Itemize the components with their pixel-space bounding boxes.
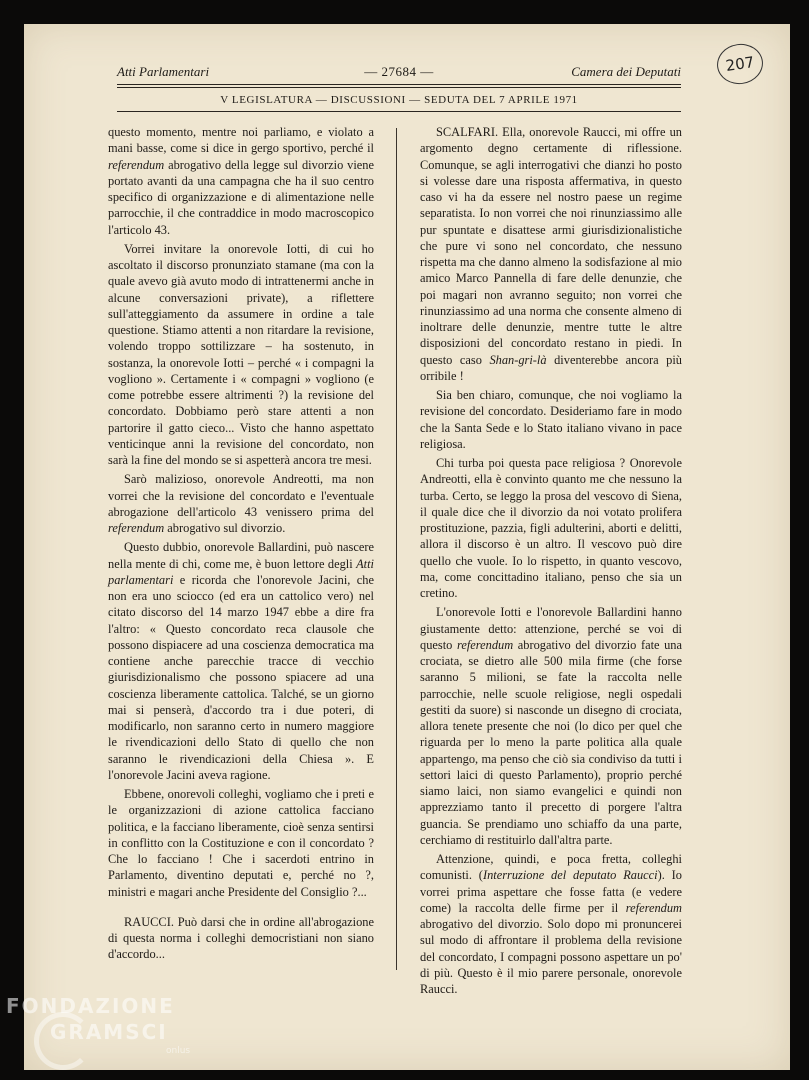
- header-left: Atti Parlamentari: [117, 64, 210, 79]
- header-rule: [117, 84, 681, 85]
- paragraph: Ebbene, onorevoli colleghi, vogliamo che i preti e le organizzazioni di azione cattolica facciano politica, e la facciano liberamente, cioè senza sentirsi in conflitto con la Costituzione e con il concordato ? Che lo facciano ! Che i sacerdoti entrino in Parlamento, diventino deputati e, perché no ?, ministri e magari anche Presidente del Consiglio ?...: [108, 787, 374, 899]
- header-rule: [117, 87, 681, 88]
- left-column: [108, 124, 374, 966]
- paragraph: Attenzione, quindi, e poca fretta, colleghi comunisti. (Interruzione del deputato Raucci). Io vorrei prima aspettare che fosse fatta (e vedere come) la raccolta delle firme per il referendum abrogativo del divorzio. Solo dopo mi pronuncerei sul modo di affrontare il problema della revisione del concordato, I compagni possono aspettare un po' di più. Questo è il mio parere personale, onorevole Raucci.: [420, 852, 682, 996]
- paragraph: Chi turba poi questa pace religiosa ? Onorevole Andreotti, ella è convinto quanto me che nessuno la turba. Certo, se leggo la prosa del vescovo di Siena, il quale dice che il divorzio da noi votato prolifera prostituzione, pazzia, figli adulterini, aborti e delitti, allora il discorso è un altro. Il vescovo può dire quello che vuole. Io lo rispetto, in quanto vescovo, ma, come concittadino italiano, penso che sia un cretino.: [420, 456, 682, 600]
- watermark-suffix: onlus: [166, 1046, 191, 1056]
- session-subheader: V LEGISLATURA — DISCUSSIONI — SEDUTA DEL 7 APRILE 1971: [220, 94, 578, 106]
- watermark-line1: FONDAZIONE: [6, 994, 175, 1018]
- paragraph: Sarò malizioso, onorevole Andreotti, ma non vorrei che la revisione del concordato e l'eventuale abrogazione dell'articolo 43 venissero prima del referendum abrogativo sul divorzio.: [108, 472, 374, 535]
- paragraph: questo momento, mentre noi parliamo, e violato a mani basse, come si dice in gergo sportivo, perché il referendum abrogativo della legge sul divorzio viene portato avanti da una campagna che ha il suo centro specifico di organizzazione e di alimentazione nelle parrocchie, il che contraddice in modo macroscopico l'articolo 43.: [108, 125, 374, 237]
- archive-watermark: [6, 990, 206, 1070]
- watermark-line2: GRAMSCI: [50, 1020, 168, 1044]
- header-right: Camera dei Deputati: [571, 64, 681, 79]
- paragraph: L'onorevole Iotti e l'onorevole Ballardini hanno giustamente detto: attenzione, perché se voi di questo referendum abrogativo del divorzio fate una crociata, se dietro alle 500 mila firme (che forse saranno 5 milioni, se fate la raccolta nelle parrocchie, nelle scuole religiose, negli ospedali gestiti da suore) si nasconde un disegno di crociata, allora tenete presente che noi (lo dico per quel che riguarda per lo meno la parte politica alla quale appartengo, ma penso che ciò sia condiviso da tutti i settori laici di questo Parlamento), proprio perché siamo laici, non siamo evangelici e quindi non apprezziamo tanto il precetto di porgere l'altra guancia. Se prendiamo uno schiaffo da una parte, cerchiamo di restituirlo dall'altra parte.: [420, 605, 682, 847]
- paragraph: Questo dubbio, onorevole Ballardini, può nascere nella mente di chi, come me, è buon lettore degli Atti parlamentari e ricorda che l'onorevole Jacini, che non era uno sciocco (ed era un cattolico vero) nel citato discorso del 14 marzo 1947 ebbe a dire fra l'altro: « Questo concordato reca clausole che possono dispiacere ad una coscienza democratica ma contiene anche parecchie tracce di vecchio giurisdizionalismo che possono spiacere ad una coscienza liberamente cattolica. Talché, se un giorno mai si penserà, d'accordo tra i due poteri, di modificarlo, non saranno certo in numero maggiore le rivendicazioni dello Stato di quello che non saranno le rivendicazioni della Chiesa ». E l'onorevole Jacini aveva ragione.: [108, 540, 374, 782]
- right-column: [420, 124, 682, 1000]
- header-page-number: — 27684 —: [364, 64, 434, 79]
- paragraph: Vorrei invitare la onorevole Iotti, di cui ho ascoltato il discorso pronunziato stamane (ma con la quale avevo già avuto modo di intrattenermi anche in alcune conversazioni private), a riflettere sull'atteggiamento da assumere in ordine a tale questione. Stiamo attenti a non ritardare la revisione, volendo troppo sottilizzare – ha sostenuto, in sostanza, la onorevole Iotti – perché « i compagni la vogliono ». Certamente i « compagni » vogliono (e come potrebbe essere altrimenti ?) la revisione del concordato. Dobbiamo però stare attenti a non partorire il gatto cieco... Visto che hanno aspettato venticinque anni la revisione del concordato, non sarà la fine del mondo se si aspetterà ancora tre mesi.: [108, 241, 374, 467]
- handwritten-page-number: 207: [714, 41, 765, 87]
- subheader-rule: [117, 111, 681, 112]
- paragraph: Sia ben chiaro, comunque, che noi vogliamo la revisione del concordato. Desideriamo fare in modo che la Santa Sede e lo Stato italiano vivano in pace religiosa.: [420, 388, 682, 451]
- column-divider: [396, 128, 397, 970]
- paragraph: RAUCCI. Può darsi che in ordine all'abrogazione di questa norma i colleghi democristiani non siano d'accordo...: [108, 914, 374, 962]
- running-header: [117, 64, 681, 82]
- paragraph: SCALFARI. Ella, onorevole Raucci, mi offre un argomento degno certamente di riflessione. Comunque, se agli interrogativi che dianzi ho posto si volesse dare una risposta affermativa, in questo caso vi ha da essere nel nostro paese un regime separatista. Io non vorrei che noi rinunziassimo alle pur spuntate e disattese armi giurisdizionalistiche che pure vi sono nel concordato, che nessuno rispetta ma che danno almeno la sodisfazione al mio amico Marco Pannella di fare delle denunzie, che poi magari non avranno seguito; non vorrei che rinunziassimo ad una norma che consente almeno di inoltrare delle denunzie, mentre tutte le altre disposizioni del concordato restano in piedi. In questo caso Shan-gri-là diventerebbe ancora più orribile !: [420, 125, 682, 383]
